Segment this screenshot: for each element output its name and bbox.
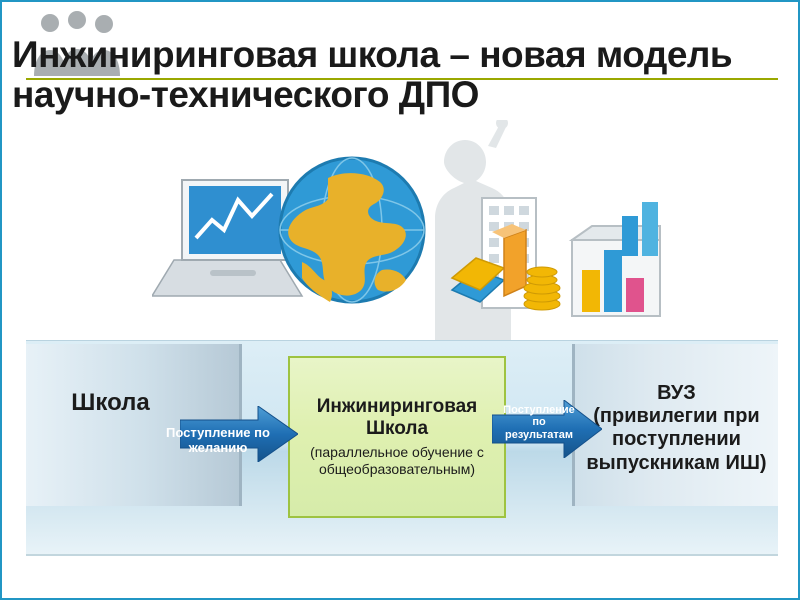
stage-engineering-subtitle: (параллельное обучение с общеобразовательным) [310,444,484,477]
stage-university-title: ВУЗ [657,382,696,405]
band-top-line [26,340,778,341]
stage-school-label: Школа [71,389,150,416]
arrow-school-to-engineering [180,406,298,462]
illustration-group [152,120,672,350]
stage-engineering-title: Инжиниринговая Школа [316,396,478,440]
bar-chart-icon [572,202,660,316]
stage-university-subtitle: (привилегии при поступлении выпускникам ИШ) [586,405,767,474]
arrow-engineering-to-university [492,400,602,458]
arrow-2-label: Поступление по результатам [503,404,575,441]
process-flow-band [2,332,800,567]
globe-icon [280,158,424,302]
page-title: Инжиниринговая школа – новая модель научно-технического ДПО [12,33,733,115]
stage-university[interactable] [572,344,778,506]
stage-engineering-school[interactable] [288,356,506,518]
arrow-1-label: Поступление по желанию [166,425,270,455]
